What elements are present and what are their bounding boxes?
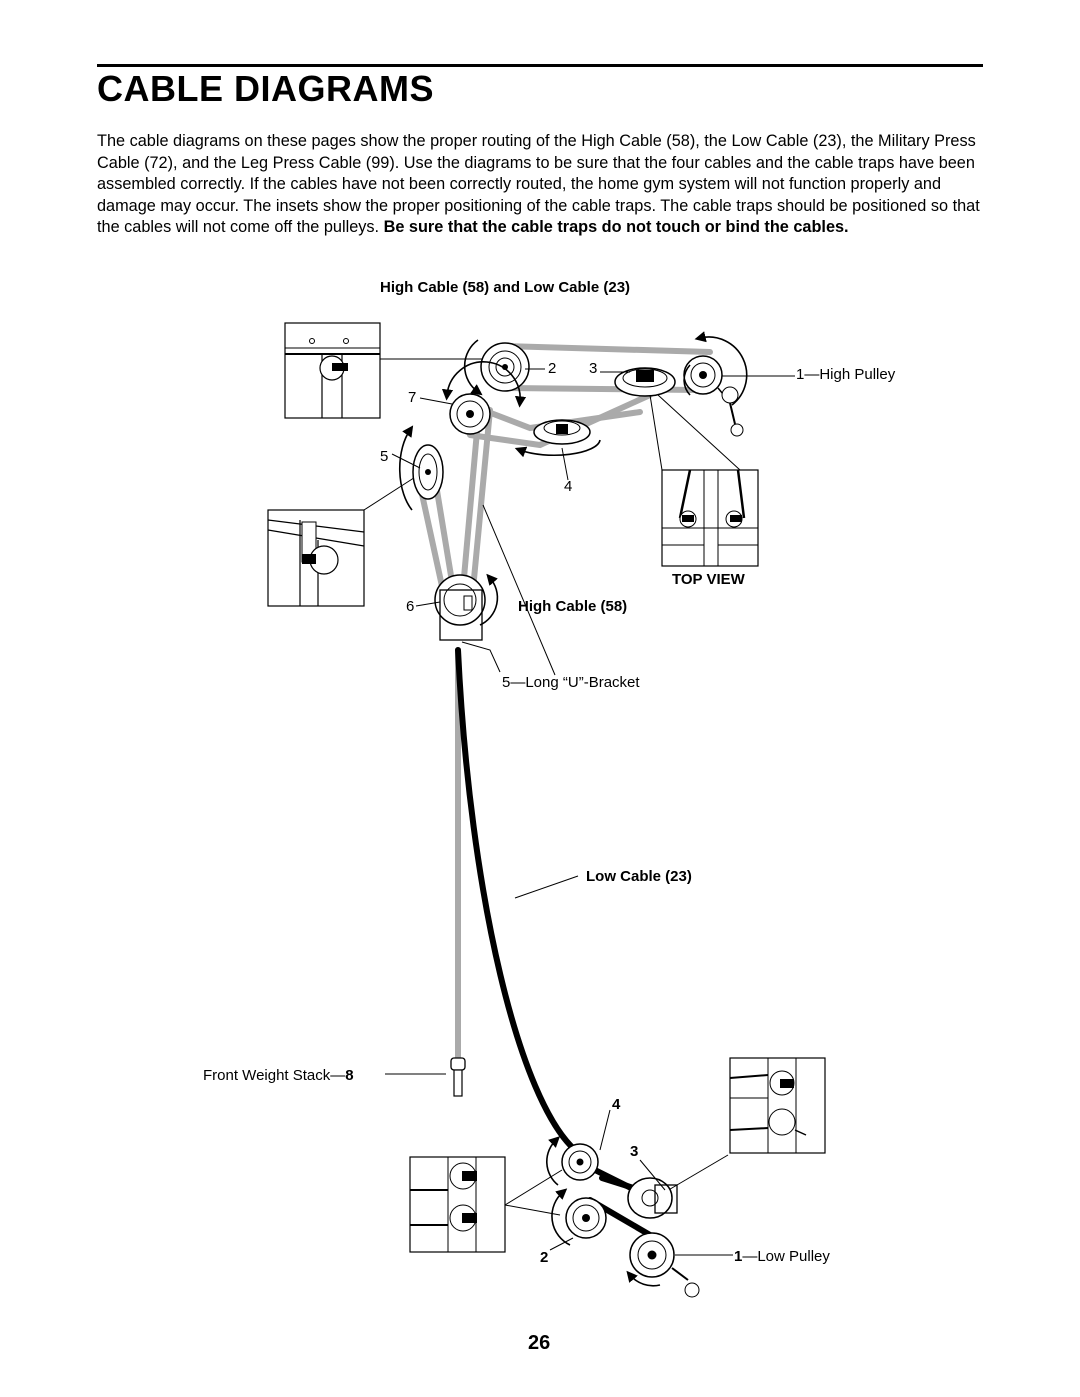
inset-lower-right: [660, 1058, 825, 1195]
diagram-heading: High Cable (58) and Low Cable (23): [380, 279, 631, 296]
callout-2: 2: [548, 360, 557, 377]
low-pulley-text: —Low Pulley: [742, 1248, 830, 1265]
page-title: CABLE DIAGRAMS: [97, 68, 434, 109]
pulley-5: [413, 445, 443, 499]
callout-lower-4: 4: [612, 1096, 621, 1113]
top-view-label: TOP VIEW: [672, 571, 745, 588]
callout-lower-3: 3: [630, 1143, 639, 1160]
pulley-2: [481, 343, 529, 391]
callout-6: 6: [406, 598, 415, 615]
pulley-6: [435, 575, 485, 640]
callout-7: 7: [408, 389, 417, 406]
callout-lower-2: 2: [540, 1249, 549, 1266]
callout-3: 3: [589, 360, 598, 377]
weight-stack-text: Front Weight Stack—: [203, 1067, 346, 1084]
low-cable-leader: [515, 876, 578, 898]
weight-stack-label: [203, 1067, 354, 1084]
inset-top-view: [662, 470, 758, 566]
pulley-lower-4: [562, 1144, 598, 1180]
page-number: 26: [528, 1332, 551, 1354]
front-weight-stack: [385, 1058, 465, 1096]
pulley-1-high: [684, 356, 743, 436]
callout-5: 5: [380, 448, 389, 465]
pulley-lower-3: [628, 1178, 677, 1218]
low-pulley-label: [734, 1248, 830, 1265]
high-pulley-label: 1—High Pulley: [796, 366, 896, 383]
low-cable: [458, 650, 655, 1235]
bracket-label: 5—Long “U”-Bracket: [502, 674, 640, 691]
low-pulley-num: 1: [734, 1248, 743, 1265]
callout-4: 4: [564, 478, 573, 495]
intro-warning: Be sure that the cable traps do not touch or bind the cables.: [383, 218, 849, 236]
intro-text: The cable diagrams on these pages show the proper routing of the High Cable (58), the Low Cable (23), the Military Press Cable (72), and the Leg Press Cable (99). Use the diagrams to be sure that the four cables and the cable traps have been assembled correctly. If the cables have not been correctly routed, the home gym system will not function properly and damage may occur. The insets show the proper positioning of the cable traps. The cable traps should be positioned so that the cables will not come off the pulleys.: [97, 132, 980, 236]
inset-lower-left: [410, 1157, 562, 1252]
pulley-lower-1: [630, 1233, 699, 1297]
high-cable-label: High Cable (58): [518, 598, 628, 615]
weight-stack-num: 8: [345, 1067, 354, 1084]
pulley-4: [534, 420, 590, 444]
pulley-lower-2: [566, 1198, 606, 1238]
inset-middle-left: [268, 474, 420, 606]
pulley-7: [450, 394, 490, 434]
low-cable-label: Low Cable (23): [586, 868, 692, 885]
